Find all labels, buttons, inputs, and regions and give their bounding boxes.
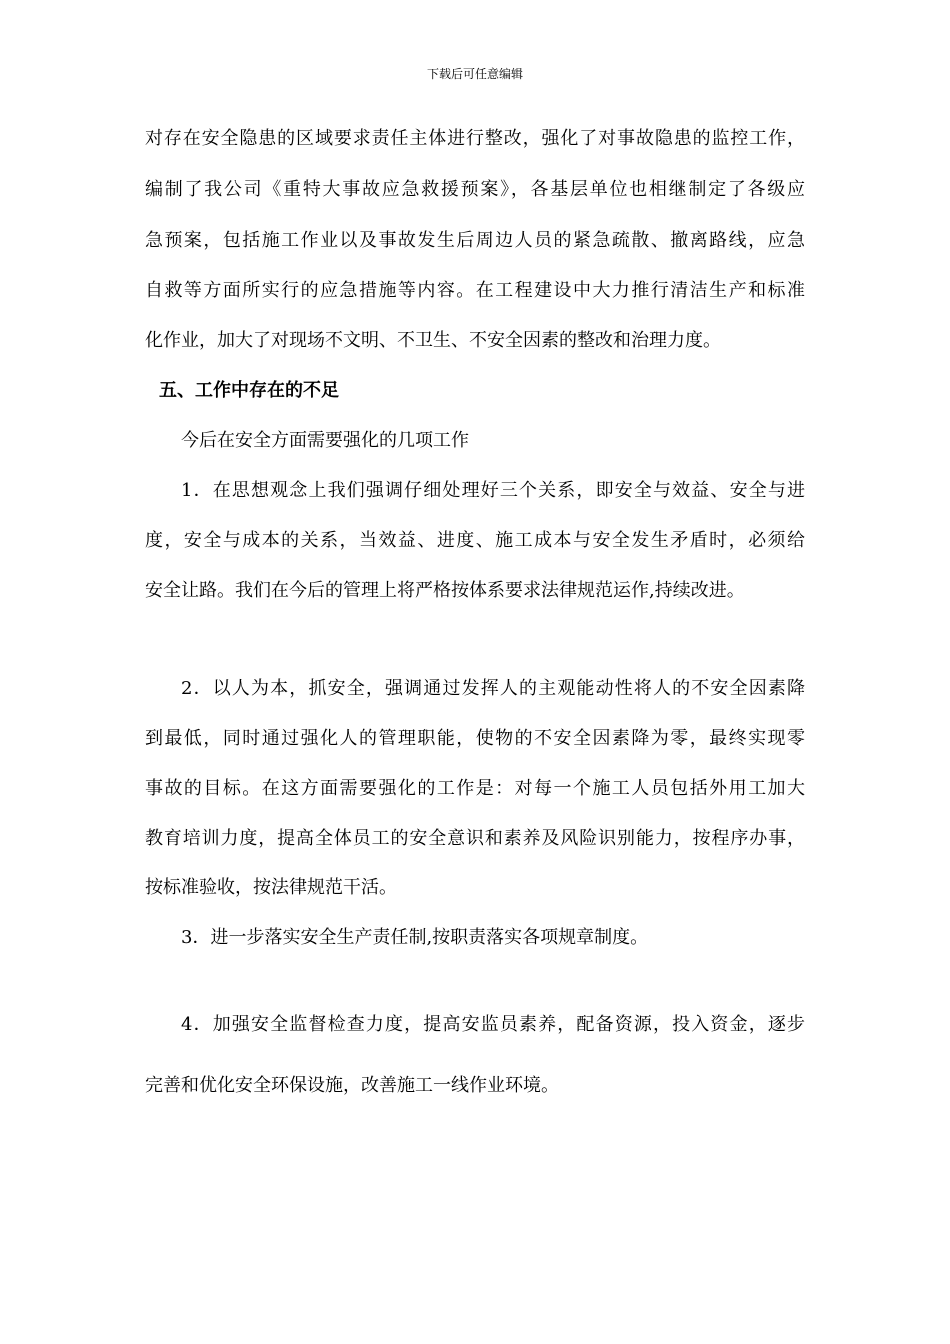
list-item-3-line: 3．进一步落实安全生产责任制,按职责落实各项规章制度。	[181, 927, 649, 948]
body-line: 今后在安全方面需要强化的几项工作	[181, 430, 469, 451]
list-item-2-line: 到最低，同时通过强化人的管理职能，使物的不安全因素降为零，最终实现零	[145, 728, 805, 749]
list-item-2-line: 2．以人为本，抓安全，强调通过发挥人的主观能动性将人的不安全因素降	[181, 678, 805, 699]
body-line: 自救等方面所实行的应急措施等内容。在工程建设中大力推行清洁生产和标准	[145, 280, 805, 301]
body-line: 编制了我公司《重特大事故应急救援预案》，各基层单位也相继制定了各级应	[145, 179, 805, 200]
list-item-2-line: 按标准验收，按法律规范干活。	[145, 877, 397, 898]
list-item-4-line: 4．加强安全监督检查力度，提高安监员素养，配备资源，投入资金，逐步	[181, 1014, 805, 1035]
page-header-note: 下载后可任意编辑	[426, 67, 523, 81]
list-item-4-line: 完善和优化安全环保设施，改善施工一线作业环境。	[145, 1075, 559, 1096]
body-line: 化作业，加大了对现场不文明、不卫生、不安全因素的整改和治理力度。	[145, 330, 721, 351]
list-item-2-line: 教育培训力度，提高全体员工的安全意识和素养及风险识别能力，按程序办事，	[145, 828, 805, 849]
list-item-1-line: 安全让路。我们在今后的管理上将严格按体系要求法律规范运作,持续改进。	[145, 580, 745, 601]
list-item-2-line: 事故的目标。在这方面需要强化的工作是：对每一个施工人员包括外用工加大	[145, 778, 805, 799]
body-line: 急预案，包括施工作业以及事故发生后周边人员的紧急疏散、撤离路线，应急	[145, 230, 805, 251]
list-item-1-line: 1．在思想观念上我们强调仔细处理好三个关系，即安全与效益、安全与进	[181, 480, 805, 501]
list-item-1-line: 度，安全与成本的关系，当效益、进度、施工成本与安全发生矛盾时，必须给	[145, 530, 805, 551]
body-line: 对存在安全隐患的区域要求责任主体进行整改，强化了对事故隐患的监控工作，	[145, 128, 805, 149]
section-heading: 五、工作中存在的不足	[159, 380, 339, 401]
